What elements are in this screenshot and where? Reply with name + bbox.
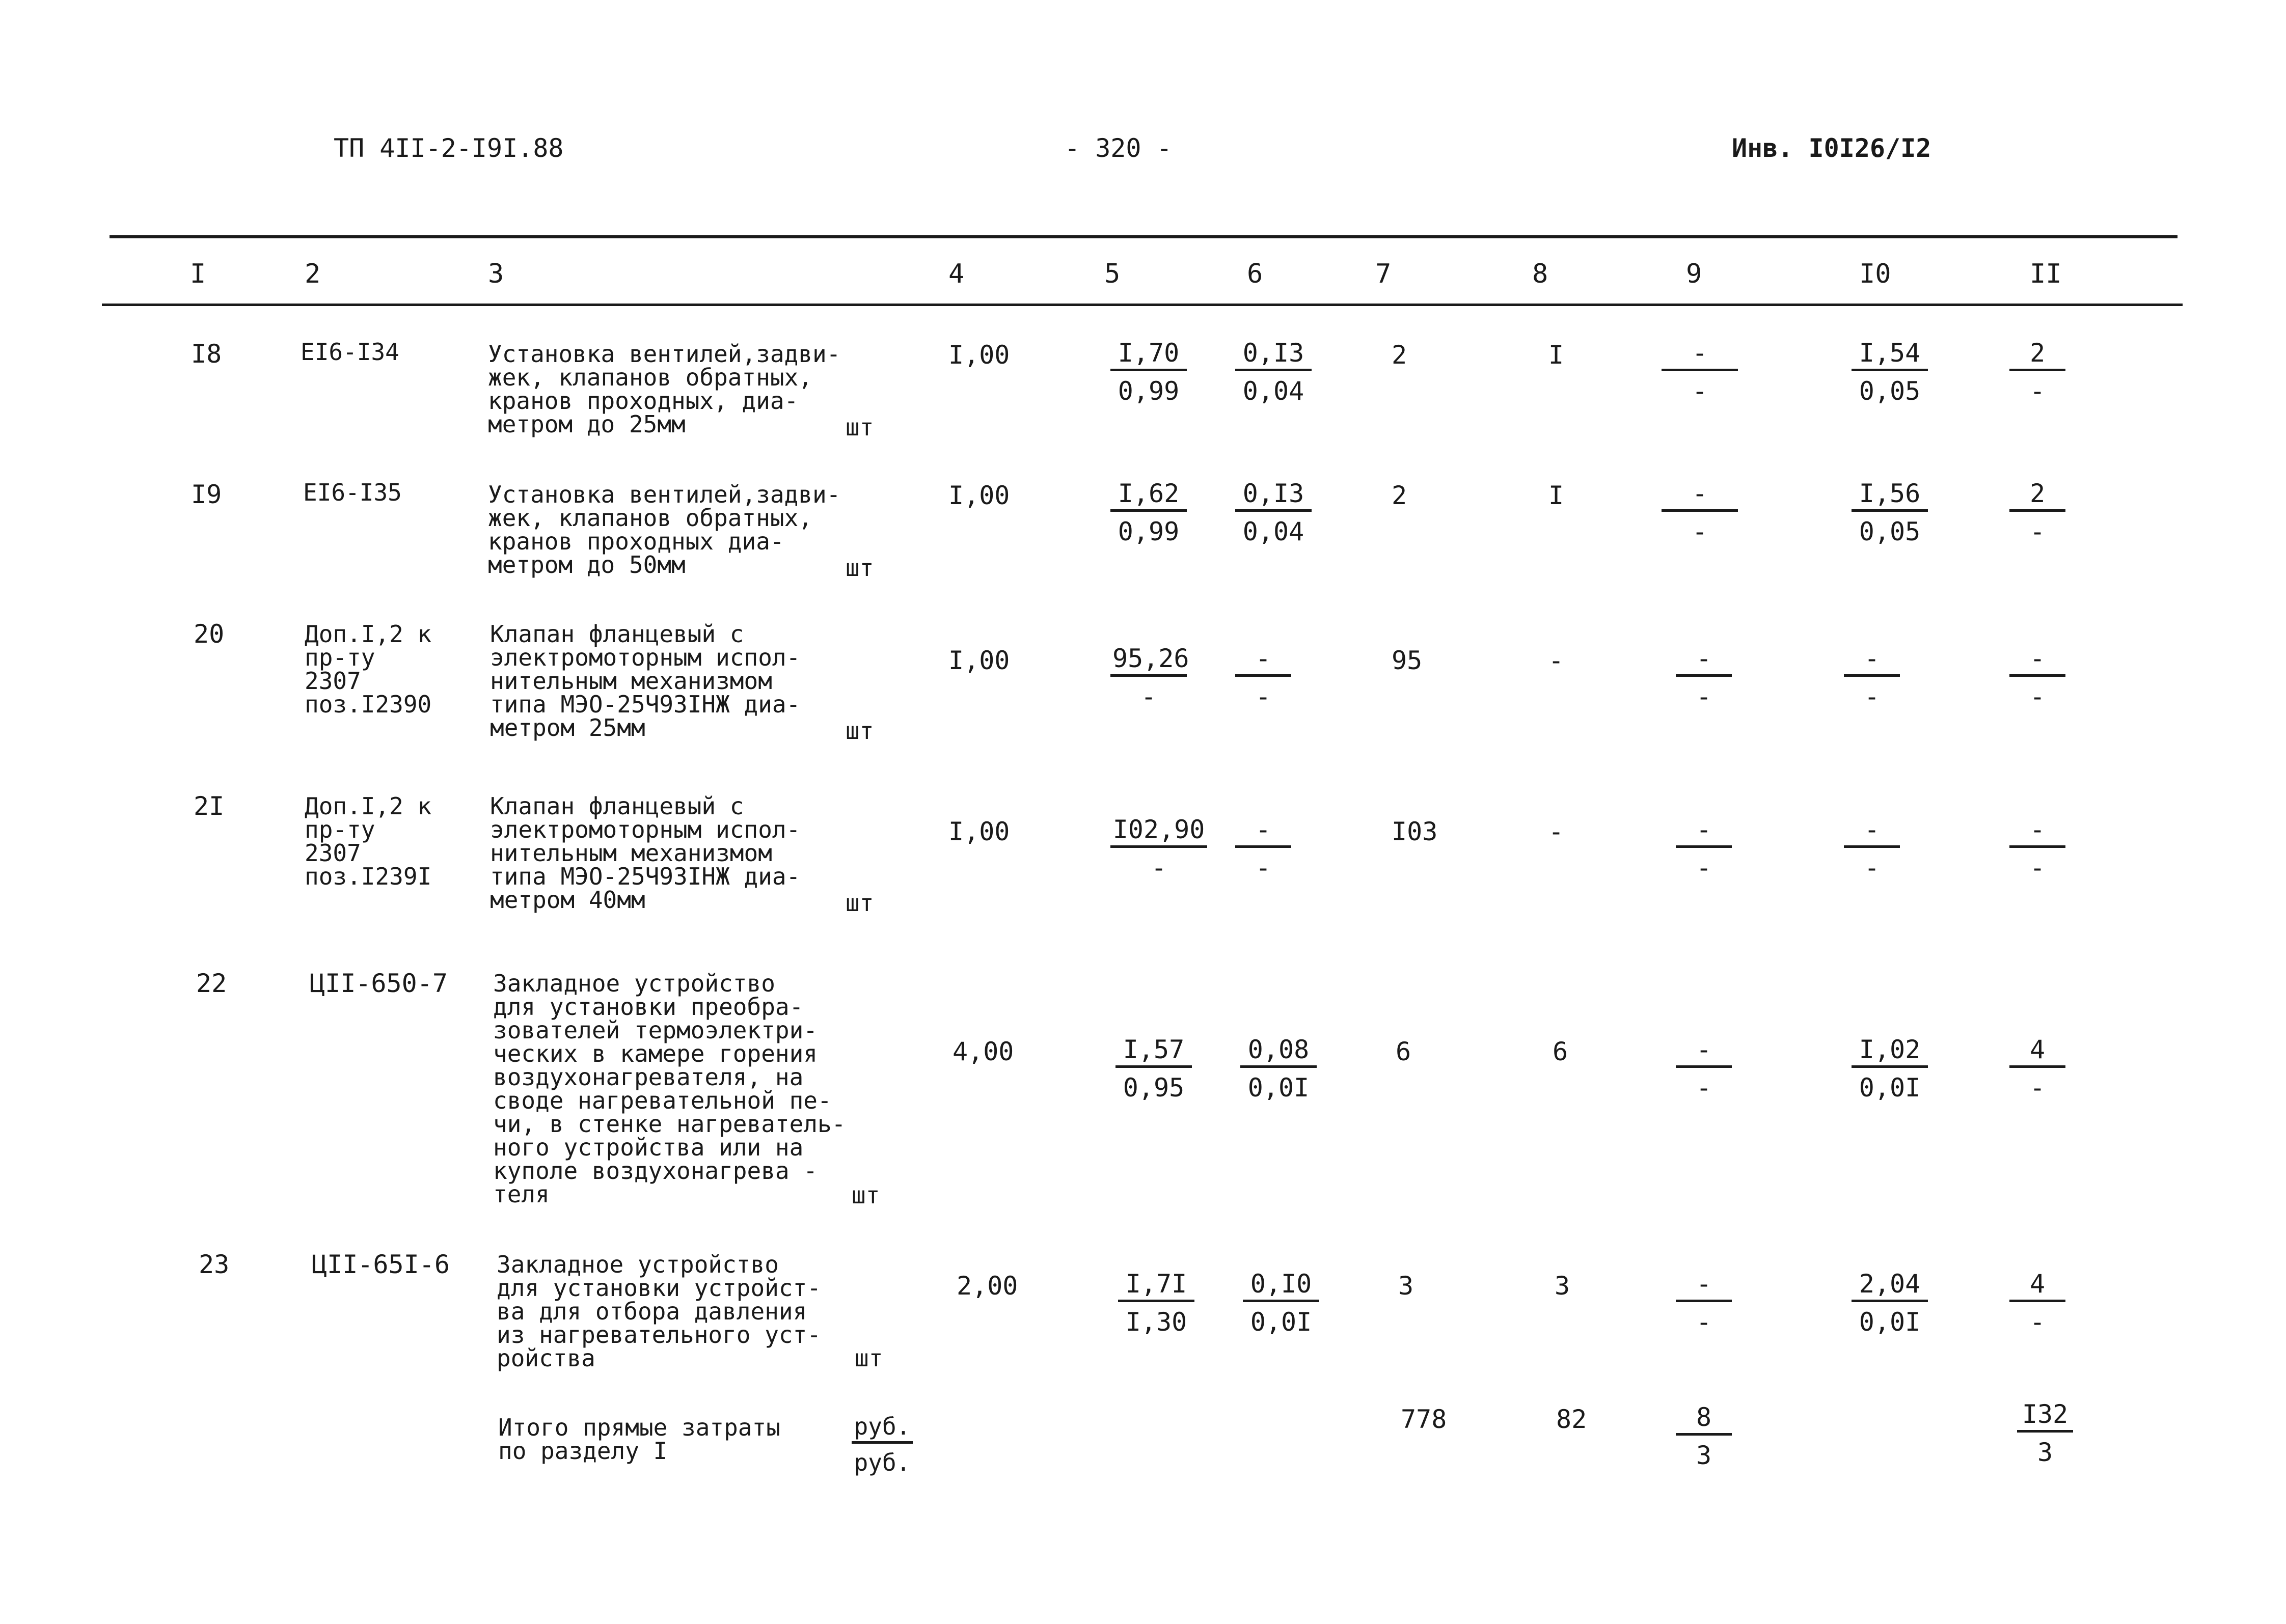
cell-col9: - - bbox=[1662, 481, 1738, 544]
cell-col11: 2 - bbox=[2009, 481, 2065, 544]
cell-col10: - - bbox=[1844, 646, 1900, 709]
row-unit: шт bbox=[846, 889, 874, 917]
row-unit: шт bbox=[846, 717, 874, 745]
col-header-2: 2 bbox=[305, 259, 321, 289]
cell-col6: $\frac{0,I3}{0,04}$ bbox=[1235, 481, 1312, 544]
document-code: ТП 4II-2-I9I.88 bbox=[334, 133, 564, 163]
cell-col5: $\frac{I,57}{0,95}$ bbox=[1115, 1037, 1192, 1100]
cell-col11: 4 - bbox=[2009, 1037, 2065, 1100]
col-header-4: 4 bbox=[948, 259, 965, 289]
cell-col11: 4 - bbox=[2009, 1271, 2065, 1335]
row-description: Закладное устройство для установки преобра- зователей термоэлектри- ческих в камере горения воздухонагревателя, на своде нагревательной пе- чи, в стенке нагреватель- ного устройства или на куполе воздухонагрева - теля bbox=[493, 970, 846, 1208]
col-header-8: 8 bbox=[1532, 259, 1548, 289]
col-header-6: 6 bbox=[1247, 259, 1263, 289]
cell-col9: - - bbox=[1662, 340, 1738, 404]
row-code: Доп.I,2 к пр-ту 2307 поз.I239I bbox=[305, 792, 432, 890]
cell-col7: 2 bbox=[1392, 340, 1407, 370]
cell-col7: 95 bbox=[1392, 646, 1423, 675]
row-unit: шт bbox=[852, 1181, 880, 1209]
row-code: EI6-I35 bbox=[303, 479, 402, 506]
row-unit: шт bbox=[855, 1344, 883, 1372]
col-header-5: 5 bbox=[1104, 259, 1121, 289]
cell-col8: I bbox=[1548, 481, 1564, 510]
row-code: ЦII-650-7 bbox=[310, 969, 448, 998]
row-description: Закладное устройство для установки устройст- ва для отбора давления из нагревательного уст- ройства bbox=[497, 1251, 821, 1372]
cell-col8: - bbox=[1548, 646, 1564, 675]
cell-col8: - bbox=[1548, 817, 1564, 846]
col-header-11: II bbox=[2030, 259, 2062, 289]
table-header-rule bbox=[102, 304, 2183, 306]
total-col11: $\frac{I32}{3}$ bbox=[2017, 1401, 2073, 1465]
row-code: Доп.I,2 к пр-ту 2307 поз.I2390 bbox=[305, 620, 432, 718]
cell-col5: I02,90 - bbox=[1110, 817, 1207, 880]
total-label: Итого прямые затраты по разделу I bbox=[498, 1414, 780, 1465]
row-quantity: I,00 bbox=[948, 340, 1010, 370]
cell-col8: 3 bbox=[1555, 1271, 1570, 1301]
row-quantity: I,00 bbox=[948, 646, 1010, 675]
cell-col6: $\frac{0,I0}{0,0I}$ bbox=[1243, 1271, 1319, 1335]
row-number: I9 bbox=[191, 480, 222, 509]
cell-col5: $\frac{I,7I}{I,30}$ bbox=[1118, 1271, 1194, 1335]
row-number: 23 bbox=[199, 1250, 230, 1279]
cell-col9: - - bbox=[1676, 1037, 1732, 1100]
cell-col7: I03 bbox=[1392, 817, 1438, 846]
row-code: EI6-I34 bbox=[301, 338, 399, 366]
cell-col5: 95,26 - bbox=[1110, 646, 1187, 709]
cell-col8: 6 bbox=[1553, 1037, 1568, 1066]
cell-col10: $\frac{I,02}{0,0I}$ bbox=[1852, 1037, 1928, 1100]
row-number: 22 bbox=[196, 969, 227, 998]
row-quantity: 2,00 bbox=[957, 1271, 1018, 1301]
cell-col6: $\frac{0,08}{0,0I}$ bbox=[1240, 1037, 1317, 1100]
row-unit: шт bbox=[846, 554, 874, 582]
row-number: I8 bbox=[191, 339, 222, 369]
row-code: ЦII-65I-6 bbox=[312, 1250, 450, 1279]
row-number: 2I bbox=[194, 791, 225, 821]
cell-col11: - - bbox=[2009, 646, 2065, 709]
page-number: - 320 - bbox=[1065, 133, 1172, 163]
cell-col5: $\frac{I,70}{0,99}$ bbox=[1110, 340, 1187, 404]
cell-col10: $\frac{2,04}{0,0I}$ bbox=[1852, 1271, 1928, 1335]
cell-col7: 2 bbox=[1392, 481, 1407, 510]
cell-col10: $\frac{I,56}{0,05}$ bbox=[1852, 481, 1928, 544]
cell-col6: - - bbox=[1235, 646, 1291, 709]
cell-col10: - - bbox=[1844, 817, 1900, 880]
row-unit: шт bbox=[846, 414, 874, 441]
row-quantity: 4,00 bbox=[953, 1037, 1014, 1066]
table-top-rule bbox=[110, 235, 2178, 238]
cell-col10: $\frac{I,54}{0,05}$ bbox=[1852, 340, 1928, 404]
cell-col8: I bbox=[1548, 340, 1564, 370]
inventory-number: Инв. I0I26/I2 bbox=[1732, 133, 1931, 163]
cell-col9: - - bbox=[1676, 646, 1732, 709]
col-header-3: 3 bbox=[488, 259, 504, 289]
col-header-10: I0 bbox=[1859, 259, 1891, 289]
cell-col7: 3 bbox=[1398, 1271, 1414, 1301]
row-description: Установка вентилей,задви- жек, клапанов обратных, кранов проходных диа- метром до 50мм bbox=[488, 481, 841, 579]
col-header-9: 9 bbox=[1686, 259, 1702, 289]
row-description: Клапан фланцевый с электромоторным испол- нительным механизмом типа МЭО-25Ч93IНЖ диа- метром 25мм bbox=[490, 620, 801, 741]
total-col8: 82 bbox=[1556, 1405, 1587, 1434]
col-header-1: I bbox=[190, 259, 206, 289]
row-quantity: I,00 bbox=[948, 817, 1010, 846]
cell-col9: - - bbox=[1676, 1271, 1732, 1335]
row-description: Установка вентилей,задви- жек, клапанов обратных, кранов проходных, диа- метром до 25мм bbox=[488, 340, 841, 438]
row-quantity: I,00 bbox=[948, 481, 1010, 510]
cell-col7: 6 bbox=[1396, 1037, 1411, 1066]
cell-col6: - - bbox=[1235, 817, 1291, 880]
cell-col11: - - bbox=[2009, 817, 2065, 880]
cell-col11: 2 - bbox=[2009, 340, 2065, 404]
cell-col9: - - bbox=[1676, 817, 1732, 880]
row-description: Клапан фланцевый с электромоторным испол- нительным механизмом типа МЭО-25Ч93IНЖ диа- метром 40мм bbox=[490, 792, 801, 914]
total-col9: $\frac{8}{3}$ bbox=[1676, 1405, 1732, 1468]
total-col7: 778 bbox=[1401, 1405, 1447, 1434]
col-header-7: 7 bbox=[1375, 259, 1392, 289]
row-number: 20 bbox=[194, 619, 225, 649]
total-unit: руб. руб. bbox=[852, 1415, 913, 1474]
cell-col6: $\frac{0,I3}{0,04}$ bbox=[1235, 340, 1312, 404]
cell-col5: $\frac{I,62}{0,99}$ bbox=[1110, 481, 1187, 544]
